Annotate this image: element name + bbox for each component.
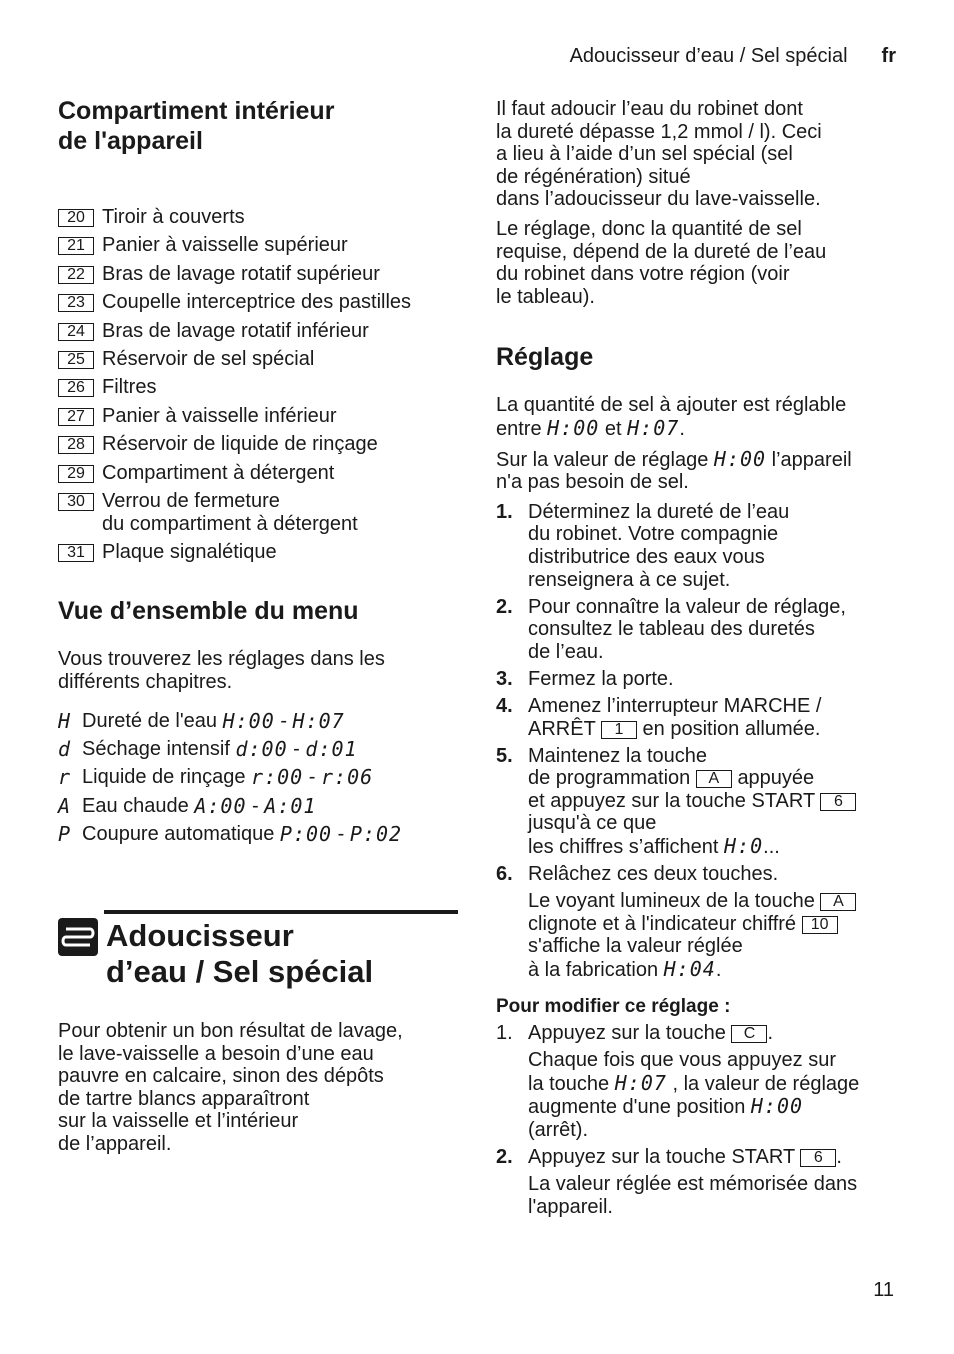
menu-item: d Séchage intensif d:00 - d:01 [58, 737, 358, 762]
left-column [58, 96, 458, 852]
paragraph: Le réglage, donc la quantité de sel requise, dépend de la dureté de l’eau du robinet dans votre région (voir le tableau). [496, 217, 827, 308]
list-item: 29 Compartiment à détergent [58, 462, 458, 485]
list-item: 1. Déterminez la dureté de l’eau du robinet. Votre compagnie distributrice des eaux vous renseignera à ce sujet. [496, 500, 790, 591]
list-item: 25 Réservoir de sel spécial [58, 348, 458, 371]
list-item: 30 Verrou de fermeture du compartiment à détergent [58, 490, 458, 535]
steps-list [496, 501, 896, 886]
menu-item: P Coupure automatique P:00 - P:02 [58, 822, 403, 847]
list-item: 2. Pour connaître la valeur de réglage, consultez le tableau des duretés de l’eau. [496, 595, 846, 663]
chapter-heading [58, 910, 458, 1156]
list-item: 4. Amenez l’interrupteur MARCHE / ARRÊT 1 en position allumée. [496, 694, 822, 740]
step-continuation: La valeur réglée est mémorisée dans l'appareil. [528, 1173, 858, 1218]
header-title: Adoucisseur d’eau / Sel spécial [569, 45, 848, 67]
section-title-interior: Compartiment intérieur de l'appareil [58, 97, 335, 155]
water-softener-icon [58, 918, 98, 956]
list-item: 31 Plaque signalétique [58, 541, 458, 564]
chapter-title: Adoucisseur d’eau / Sel spécial [106, 918, 374, 989]
chapter-intro: Pour obtenir un bon résultat de lavage, le lave-vaisselle a besoin d’une eau pauvre en calcaire, sinon des dépôts de tartre blancs apparaîtront sur la vaisselle et l’intérieur de l’appareil. [58, 1020, 403, 1155]
menu-item: A Eau chaude A:00 - A:01 [58, 793, 317, 818]
list-item: 22 Bras de lavage rotatif supérieur [58, 263, 458, 286]
list-item: 21 Panier à vaisselle supérieur [58, 234, 458, 257]
parts-list [58, 206, 458, 563]
menu-intro: Vous trouverez les réglages dans les différents chapitres. [58, 648, 385, 694]
menu-item: H Dureté de l'eau H:00 - H:07 [58, 708, 345, 733]
list-item: 5. Maintenez la touche de programmation A appuyée et appuyez sur la touche START 6 jusqu'à ce que les chiffres s’affichent H:0... [496, 745, 896, 859]
section-title-menu: Vue d’ensemble du menu [58, 597, 359, 626]
list-item: 24 Bras de lavage rotatif inférieur [58, 320, 458, 343]
right-column [496, 98, 896, 1218]
list-item: 27 Panier à vaisselle inférieur [58, 405, 458, 428]
page-header [570, 45, 896, 68]
section-title-reglage: Réglage [496, 343, 594, 372]
list-item: 26 Filtres [58, 376, 458, 399]
heading-rule [104, 910, 458, 914]
paragraph: Sur la valeur de réglage H:00 l’appareil n'a pas besoin de sel. [496, 446, 852, 494]
step-continuation: Le voyant lumineux de la touche A clignote et à l'indicateur chiffré 10 s'affiche la valeur réglée à la fabrication H:04. [528, 890, 896, 981]
paragraph: La quantité de sel à ajouter est réglable entre H:00 et H:07. [496, 394, 847, 440]
list-item: 2. Appuyez sur la touche START 6 . [496, 1146, 842, 1169]
list-item: 1. Appuyez sur la touche C . [496, 1022, 774, 1045]
list-item: 20 Tiroir à couverts [58, 206, 458, 229]
list-item: 23 Coupelle interceptrice des pastilles [58, 291, 458, 314]
list-item: 6. Relâchez ces deux touches. [496, 863, 779, 886]
page-number: 11 [873, 1279, 894, 1301]
step-continuation: Chaque fois que vous appuyez sur la touche H:07 , la valeur de réglage augmente d'une position H:00 (arrêt). [528, 1049, 860, 1141]
menu-item: r Liquide de rinçage r:00 - r:06 [58, 765, 374, 790]
header-lang: fr [881, 45, 896, 67]
menu-list [58, 710, 458, 846]
subheading-modify: Pour modifier ce réglage : [496, 995, 731, 1017]
list-item: 3. Fermez la porte. [496, 667, 674, 690]
modify-steps [496, 1022, 896, 1045]
paragraph: Il faut adoucir l’eau du robinet dont la dureté dépasse 1,2 mmol / l). Ceci a lieu à l’aide d’un sel spécial (sel de régénération) situé dans l’adoucisseur du lave-vaisselle. [496, 98, 822, 211]
modify-steps-2 [496, 1146, 896, 1169]
list-item: 28 Réservoir de liquide de rinçage [58, 433, 458, 456]
